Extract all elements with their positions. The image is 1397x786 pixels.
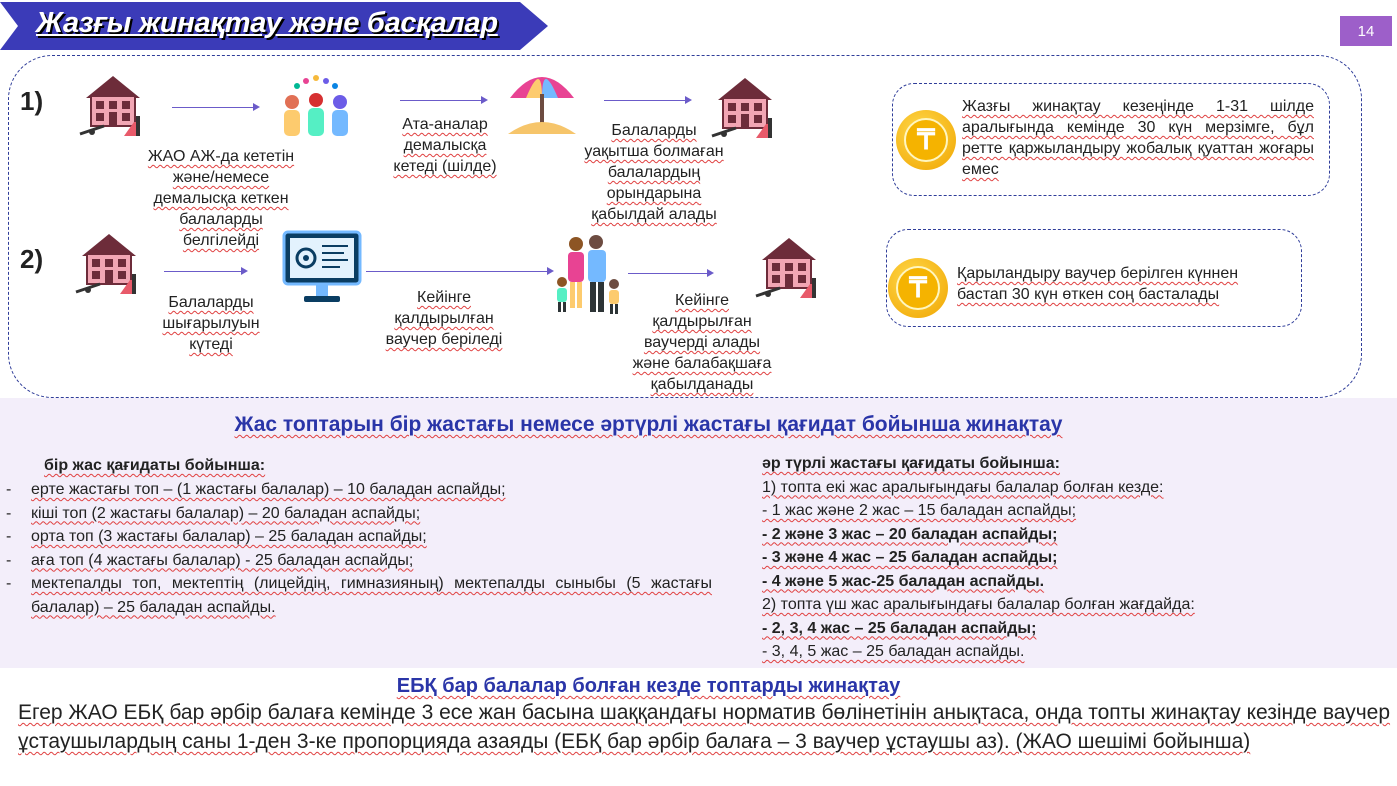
- list-item: - аға топ (4 жастағы балалар) - 25 баладан аспайды;: [6, 549, 712, 573]
- step-2-caption-3: [614, 290, 790, 395]
- step-2-caption-2: [370, 287, 518, 350]
- list-item: [762, 640, 1362, 664]
- list-item-text: кіші топ (2 жастағы балалар) – 20 баладан аспайды;: [31, 504, 421, 522]
- list-item-text: 1) топта екі жас аралығындағы балалар болған кезде:: [762, 478, 1164, 496]
- sen-text-content: Егер ЖАО ЕБҚ бар әрбір балаға кемінде 3 есе жан басына шаққандағы норматив бөлінетінін анықтаса, онда топты жинақтау кезінде ваучер ұстаушылардың саны 1-ден 3-ке пропорцияда азаяды (ЕБҚ бар әрбір балаға – 3 ваучер ұстаушы аз). (ЖАО шешімі бойынша): [18, 701, 1391, 753]
- list-item: [762, 617, 1362, 641]
- list-item-text: - 1 жас және 2 жас – 15 баладан аспайды;: [762, 502, 1077, 519]
- single-age-list: [6, 478, 712, 619]
- list-item-text: мектепалды топ, мектептің (лицейдің, гимназияның) мектепалды сыныбы (5 жастағы балалар) – 25 баладан аспайды.: [31, 575, 712, 616]
- page-number-badge: 14: [1340, 16, 1392, 46]
- voucher-info-text-content: Қарыландыру ваучер берілген күннен бастап 30 күн өткен соң басталады: [957, 265, 1239, 303]
- list-item-text: - 3 және 4 жас – 25 баладан аспайды;: [762, 549, 1058, 566]
- list-item: [762, 546, 1362, 570]
- sen-title: [0, 675, 1297, 698]
- list-item: - орта топ (3 жастағы балалар) – 25 баладан аспайды;: [6, 525, 712, 549]
- list-item-text: - 3, 4, 5 жас – 25 баладан аспайды.: [762, 643, 1025, 660]
- single-age-heading: [44, 454, 265, 478]
- step-1-caption-3-text: Балаларды уақытша болмаған балалардың орындарына қабылдай алады: [584, 122, 724, 223]
- single-age-heading-text: бір жас қағидаты бойынша:: [44, 457, 266, 474]
- flow-arrow: [628, 273, 712, 274]
- page-title: Жазғы жинақтау және басқалар: [36, 7, 498, 39]
- list-item-text: аға топ (4 жастағы балалар) - 25 баладан аспайды;: [31, 551, 414, 569]
- list-item-text: 2) топта үш жас аралығындағы балалар болған жағдайда:: [762, 596, 1195, 613]
- flow-arrow: [172, 107, 258, 108]
- step-1-caption-3: [568, 120, 740, 225]
- list-item: [762, 593, 1362, 617]
- age-groups-title: [0, 413, 1297, 437]
- step-1-caption-2: [380, 114, 510, 177]
- list-item: - мектепалды топ, мектептің (лицейдің, гимназияның) мектепалды сыныбы (5 жастағы балалар) – 25 баладан аспайды.: [6, 572, 712, 619]
- voucher-info-text: [957, 263, 1287, 305]
- list-item: [762, 570, 1362, 594]
- list-item: [762, 499, 1362, 523]
- step-2-caption-1: [146, 292, 276, 355]
- summer-info-text: [962, 96, 1314, 180]
- list-item: - ерте жастағы топ – (1 жастағы балалар) – 10 баладан аспайды;: [6, 478, 712, 502]
- mixed-age-heading-text: әр түрлі жастағы қағидаты бойынша:: [762, 455, 1060, 472]
- sen-text: [18, 698, 1392, 756]
- list-item: - кіші топ (2 жастағы балалар) – 20 баладан аспайды;: [6, 502, 712, 526]
- list-item-text: - 4 және 5 жас-25 баладан аспайды.: [762, 572, 1045, 590]
- list-item-text: - 2, 3, 4 жас – 25 баладан аспайды;: [762, 619, 1037, 637]
- tenge-coin-icon: ₸: [888, 258, 948, 318]
- step-1-caption-2-text: Ата-аналар демалысқа кетеді (шілде): [393, 116, 497, 175]
- flow-arrow: [604, 100, 690, 101]
- list-item: [762, 476, 1362, 500]
- step-2-caption-1-text: Балаларды шығарылуын күтеді: [162, 294, 260, 353]
- mixed-age-heading: [762, 452, 1362, 476]
- flow-arrow: [366, 271, 552, 272]
- step-2-caption-3-text: Кейінге қалдырылған ваучерді алады және балабақшаға қабылданады: [632, 292, 772, 393]
- children-group-icon: [278, 74, 354, 140]
- kindergarten-icon: [78, 70, 148, 140]
- step-1-number: 1): [20, 86, 44, 116]
- flow-arrow: [164, 271, 246, 272]
- step-2-number: 2): [20, 244, 44, 274]
- age-groups-title-text: Жас топтарын бір жастағы немесе әртүрлі жастағы қағидат бойынша жинақтау: [234, 413, 1063, 436]
- list-item-text: орта топ (3 жастағы балалар) – 25 баладан аспайды;: [31, 528, 427, 545]
- tenge-coin-icon: ₸: [896, 110, 956, 170]
- sen-title-text: ЕБҚ бар балалар болған кезде топтарды жинақтау: [396, 675, 901, 697]
- list-item-text: ерте жастағы топ – (1 жастағы балалар) – 10 баладан аспайды;: [31, 481, 506, 498]
- list-item-text: - 2 және 3 жас – 20 баладан аспайды;: [762, 525, 1058, 543]
- computer-monitor-icon: [282, 230, 362, 306]
- kindergarten-icon: [74, 228, 144, 298]
- step-2-caption-2-text: Кейінге қалдырылған ваучер беріледі: [385, 289, 503, 348]
- list-item: [762, 523, 1362, 547]
- step-1-caption-1-text: ЖАО АЖ-да кететін және/немесе демалысқа кеткен балаларды белгілейді: [147, 148, 295, 249]
- summer-info-text-content: Жазғы жинақтау кезеңінде 1-31 шілде аралығында кемінде 30 күн мерзімге, бұл ретте қаржыландыру жобалық қуаттан жоғары емес: [962, 98, 1314, 178]
- mixed-age-list: [762, 452, 1362, 664]
- flow-arrow: [400, 100, 486, 101]
